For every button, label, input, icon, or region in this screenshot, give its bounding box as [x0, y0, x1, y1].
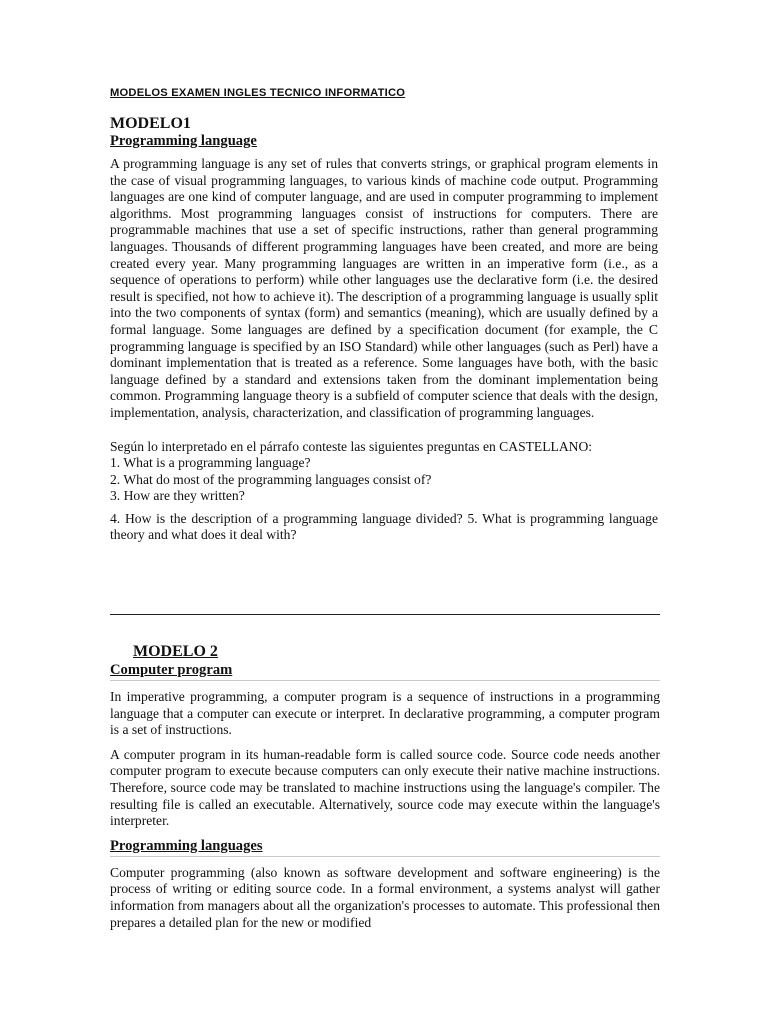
document-title: MODELOS EXAMEN INGLES TECNICO INFORMATICO: [110, 87, 406, 99]
modelo1-section-title: Programming language: [110, 133, 257, 149]
modelo1-section: [110, 115, 658, 544]
modelo2-heading: MODELO 2: [133, 643, 218, 660]
modelo1-paragraph: A programming language is any set of rules that converts strings, or graphical program elements in the case of visual programming languages, to various kinds of machine code output. Programming languages are one kind of computer language, and are used in computer programming to implement algorithms. Most programming languages consist of instructions for computers. There are programmable machines that use a set of specific instructions, rather than general programming languages. Thousands of different programming languages have been created, and more are being created every year. Many programming languages are written in an imperative form (i.e., as a sequence of operations to perform) while other languages use the declarative form (i.e. the desired result is specified, not how to achieve it). The description of a programming language is usually split into the two components of syntax (form) and semantics (meaning), which are usually defined by a formal language. Some languages are defined by a specification document (for example, the C programming language is specified by an ISO Standard) while other languages (such as Perl) have a dominant implementation that is treated as a reference. Some languages have both, with the basic language defined by a standard and extensions taken from the dominant implementation being common. Programming language theory is a subfield of computer science that deals with the design, implementation, analysis, characterization, and classification of programming languages.: [110, 156, 658, 420]
section-divider: [110, 614, 660, 615]
question-item: 1. What is a programming language?: [110, 455, 311, 471]
modelo1-heading: MODELO1: [110, 115, 191, 132]
questions-block: [110, 439, 658, 545]
modelo2-section: [110, 643, 660, 931]
questions-instructions: Según lo interpretado en el párrafo conteste las siguientes preguntas en CASTELLANO:: [110, 438, 593, 454]
modelo2-subsection-title: Programming languages: [110, 838, 660, 857]
modelo2-paragraph: Computer programming (also known as software development and software engineering) is the process of writing or editing source code. In a formal environment, a systems analyst will gather information from managers about all the organization's processes to automate. This professional then prepares a detailed plan for the new or modified: [110, 864, 660, 930]
question-item: 2. What do most of the programming languages consist of?: [110, 471, 432, 487]
modelo2-paragraph: In imperative programming, a computer program is a sequence of instructions in a programming language that a computer can execute or interpret. In declarative programming, a computer program is a set of instructions.: [110, 689, 660, 738]
question-item: 3. How are they written?: [110, 488, 245, 504]
modelo2-section-title: Computer program: [110, 662, 660, 681]
modelo2-paragraph: A computer program in its human-readable form is called source code. Source code needs another computer program to execute because computers can only execute their native machine instructions. Therefore, source code may be translated to machine instructions using the language's compiler. The resulting file is called an executable. Alternatively, source code may execute within the language's interpreter.: [110, 746, 660, 829]
question-item: 4. How is the description of a programming language divided? 5. What is programming language theory and what does it deal with?: [110, 510, 658, 543]
